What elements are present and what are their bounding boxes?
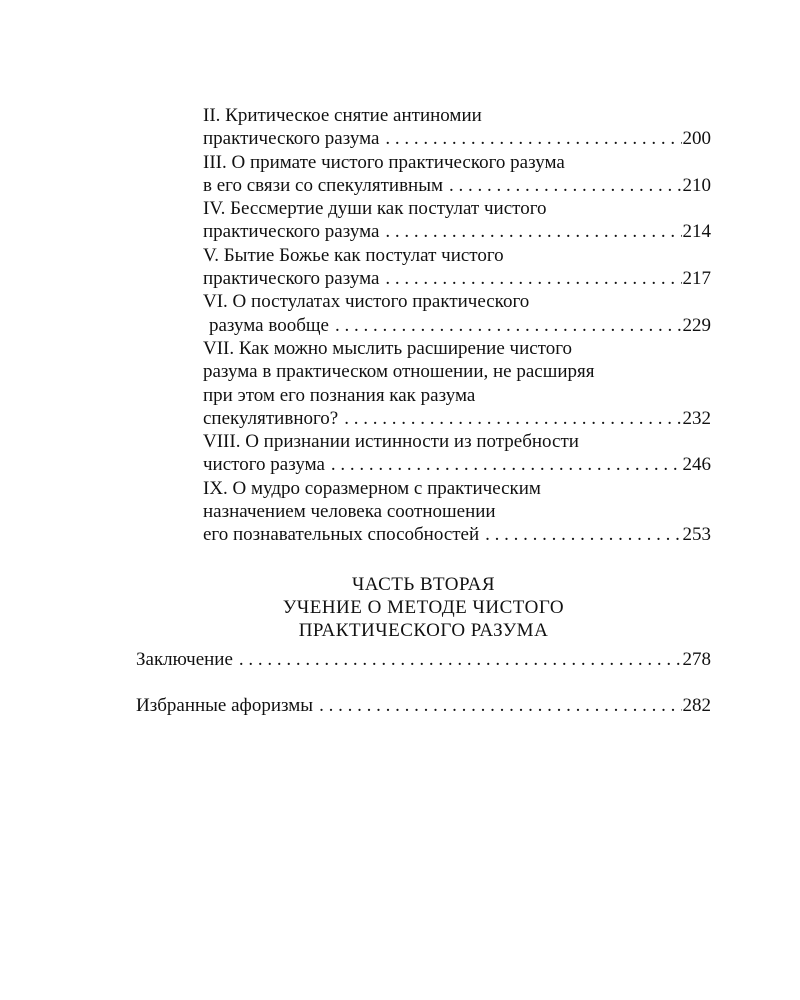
dot-leader bbox=[338, 407, 681, 430]
toc-page-number: 253 bbox=[682, 524, 711, 546]
toc-entry-last-line: Избранные афоризмы bbox=[136, 695, 314, 716]
toc-entry-existence-of-god[interactable] bbox=[203, 244, 711, 291]
toc-entry-title-line: V. Бытие Божье как постулат чистого bbox=[203, 244, 504, 266]
toc-page-number: 214 bbox=[682, 221, 711, 243]
toc-entry-leader-line bbox=[203, 407, 711, 430]
dot-leader bbox=[329, 314, 682, 337]
toc-entry-leader-line bbox=[203, 314, 711, 337]
part-two-label: ЧАСТЬ ВТОРАЯ bbox=[351, 574, 496, 595]
toc-entry-immortality[interactable] bbox=[203, 197, 711, 244]
toc-entry-title-line: назначением человека соотношении bbox=[203, 501, 496, 523]
table-of-contents bbox=[203, 104, 711, 547]
toc-entry-last-line: чистого разума bbox=[203, 454, 325, 476]
toc-page-number: 282 bbox=[682, 695, 711, 716]
toc-entry-title-line: III. О примате чистого практического разума bbox=[203, 151, 565, 173]
toc-entry-leader-line bbox=[203, 220, 711, 243]
toc-entry-wise-proportion[interactable] bbox=[203, 477, 711, 547]
toc-page-number: 229 bbox=[682, 314, 711, 336]
toc-entry-leader-line bbox=[203, 127, 711, 150]
dot-leader bbox=[233, 648, 682, 671]
toc-entry-title-line: VI. О постулатах чистого практического bbox=[203, 291, 530, 313]
part-two-title-line: УЧЕНИЕ О МЕТОДЕ ЧИСТОГО bbox=[282, 597, 565, 618]
toc-entry-leader-line bbox=[203, 267, 711, 290]
toc-entry-last-line: его познавательных способностей bbox=[203, 524, 480, 546]
toc-entry-primacy[interactable] bbox=[203, 151, 711, 198]
toc-entry-last-line: Заключение bbox=[136, 649, 233, 670]
toc-page-number: 278 bbox=[682, 649, 711, 670]
toc-entry-title-line: IX. О мудро соразмерном с практическим bbox=[203, 477, 541, 499]
dot-leader bbox=[313, 694, 681, 717]
toc-entry-title-line: разума в практическом отношении, не расширяя bbox=[203, 361, 595, 383]
toc-entry-leader-line bbox=[136, 648, 711, 671]
toc-page-number: 232 bbox=[682, 407, 711, 429]
toc-entry-conclusion[interactable] bbox=[136, 648, 711, 671]
toc-entry-holding-true[interactable] bbox=[203, 430, 711, 477]
dot-leader bbox=[479, 523, 681, 546]
dot-leader bbox=[379, 267, 681, 290]
toc-page-number: 246 bbox=[682, 454, 711, 476]
toc-entry-last-line: практического разума bbox=[203, 268, 380, 290]
toc-page-number: 210 bbox=[682, 174, 711, 196]
toc-entry-aphorisms[interactable] bbox=[136, 694, 711, 717]
toc-entry-last-line: в его связи со спекулятивным bbox=[203, 174, 444, 196]
toc-page-number: 217 bbox=[682, 268, 711, 290]
toc-entry-postulates[interactable] bbox=[203, 290, 711, 337]
toc-entry-leader-line bbox=[203, 523, 711, 546]
toc-entry-leader-line bbox=[136, 694, 711, 717]
toc-entry-leader-line bbox=[203, 174, 711, 197]
toc-entry-title-line: при этом его познания как разума bbox=[203, 384, 476, 406]
dot-leader bbox=[325, 453, 682, 476]
toc-entry-title-line: VII. Как можно мыслить расширение чистого bbox=[203, 337, 573, 359]
toc-entry-last-line: разума вообще bbox=[209, 314, 329, 336]
toc-entry-leader-line bbox=[203, 453, 711, 476]
toc-entry-last-line: практического разума bbox=[203, 128, 380, 150]
toc-page-number: 200 bbox=[682, 128, 711, 150]
part-two-heading bbox=[136, 573, 711, 642]
dot-leader bbox=[379, 127, 681, 150]
toc-entry-title-line: VIII. О признании истинности из потребности bbox=[203, 431, 579, 453]
toc-entry-last-line: практического разума bbox=[203, 221, 380, 243]
toc-entry-critical-antinomy[interactable] bbox=[203, 104, 711, 151]
toc-entry-extension-of-reason[interactable] bbox=[203, 337, 711, 430]
toc-entry-title-line: IV. Бессмертие души как постулат чистого bbox=[203, 198, 547, 220]
part-two-title-line: ПРАКТИЧЕСКОГО РАЗУМА bbox=[298, 620, 549, 641]
dot-leader bbox=[443, 174, 681, 197]
toc-entry-last-line: спекулятивного? bbox=[203, 407, 339, 429]
toc-entry-title-line: II. Критическое снятие антиномии bbox=[203, 105, 482, 126]
dot-leader bbox=[379, 220, 681, 243]
